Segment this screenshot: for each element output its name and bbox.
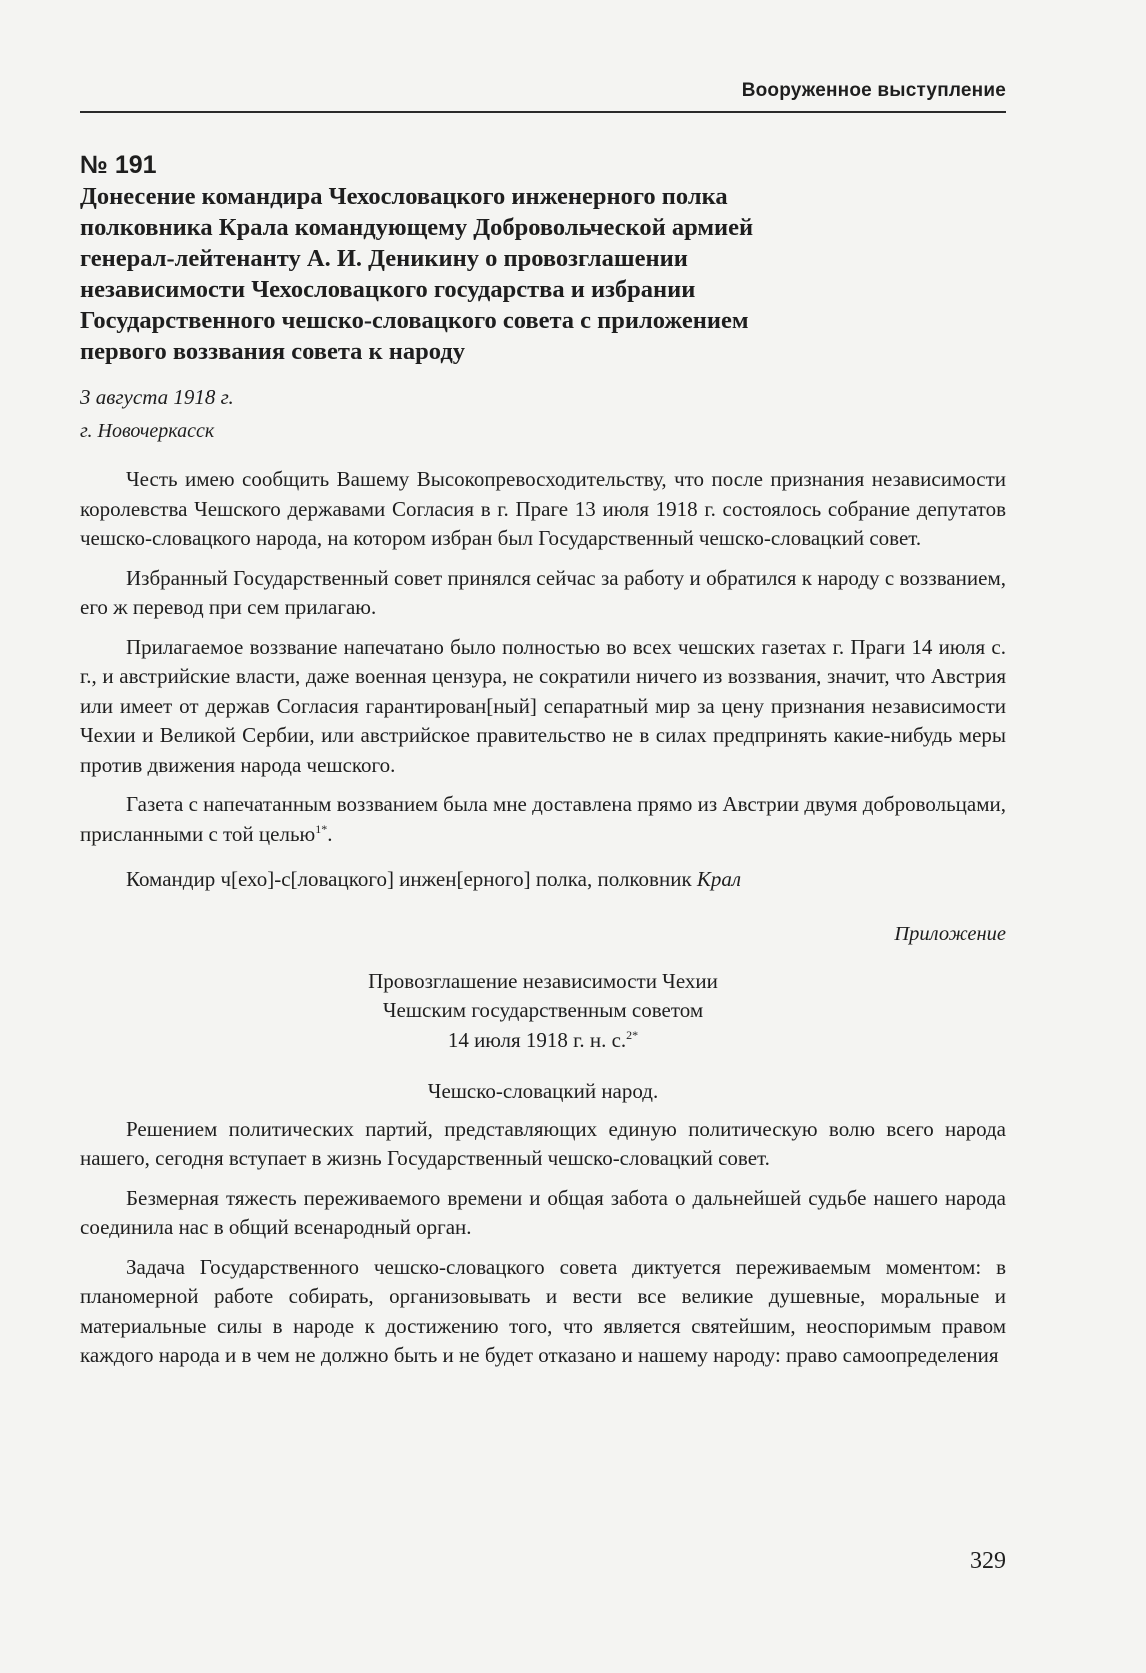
signature-title: Командир ч[ехо]-с[ловацкого] инжен[ерного] полка, полковник	[126, 867, 697, 891]
title-line: полковника Крала командующему Добровольческой армией	[80, 214, 754, 241]
appendix-date-text: 14 июля 1918 г. н. с.	[447, 1027, 627, 1052]
body-paragraph: Избранный Государственный совет принялся сейчас за работу и обратился к народу с воззванием, его ж перевод при сем прилагаю.	[80, 565, 1006, 619]
title-line: генерал-лейтенанту А. И. Деникину о провозглашении	[80, 245, 688, 272]
body-paragraph: Газета с напечатанным воззванием была мне доставлена прямо из Австрии двумя добровольцами, присланными с той целью$^{1*}$.	[80, 792, 1006, 846]
page-content	[80, 150, 1006, 1381]
body-paragraph: Честь имею сообщить Вашему Высокопревосходительству, что после признания независимости королевства Чешского державами Согласия в г. Праге 13 июля 1918 г. состоялось собрание депутатов чешско-словацкого народа, на котором избран был Государственный чешско-словацкий совет.	[80, 467, 1006, 550]
appendix-paragraph: Задача Государственного чешско-словацкого совета диктуется переживаемым моментом: в планомерной работе собирать, организовывать и вести все великие душевные, моральные и материальные силы в народе к достижению того, что является святейшим, неоспоримым правом каждого народа и в чем не должно быть и не будет отказано и нашему народу: право самоопределения	[80, 1254, 1006, 1367]
appendix-greeting: Чешско-словацкий народ.	[427, 1079, 659, 1103]
appendix-heading-date	[80, 1026, 1006, 1056]
page-number: 329	[970, 1548, 1006, 1574]
running-head: Вооруженное выступление	[741, 80, 1006, 101]
signature-name: Крал	[696, 867, 742, 891]
document-place: г. Новочеркасск	[80, 420, 215, 442]
title-line: Государственного чешско-словацкого совета с приложением	[80, 307, 749, 334]
footnote-marker: 1*	[315, 821, 328, 836]
signature	[80, 865, 1006, 895]
appendix-paragraph: Решением политических партий, представляющих единую политическую волю всего народа нашего, сегодня вступает в жизнь Государственный чешско-словацкий совет.	[80, 1116, 1006, 1170]
document-body	[80, 465, 1006, 895]
appendix-heading-line: Чешским государственным советом	[382, 998, 704, 1022]
appendix-paragraph: Безмерная тяжесть переживаемого времени и общая забота о дальнейшей судьбе нашего народа соединила нас в общий всенародный орган.	[80, 1185, 1006, 1239]
header-rule	[80, 111, 1006, 113]
body-paragraph-text: Газета с напечатанным воззванием была мне доставлена прямо из Австрии двумя добровольцами, присланными с той целью	[80, 792, 1006, 846]
title-line: первого воззвания совета к народу	[80, 338, 465, 365]
document-date: 3 августа 1918 г.	[80, 385, 234, 409]
document-title	[80, 181, 1006, 367]
footnote-marker: 2*	[626, 1027, 639, 1042]
title-line: независимости Чехословацкого государства и избрании	[80, 276, 696, 303]
appendix-heading-line: Провозглашение независимости Чехии	[368, 968, 718, 993]
title-line: Донесение командира Чехословацкого инженерного полка	[80, 183, 728, 210]
body-paragraph: Прилагаемое воззвание напечатано было полностью во всех чешских газетах г. Праги 14 июля с. г., и австрийские власти, даже военная цензура, не сократили ничего из воззвания, значит, что Австрия или имеет от держав Согласия гарантирован[ный] сепаратный мир за цену признания независимости Чехии и Великой Сербии, или австрийское правительство не в силах предпринять какие-нибудь меры против движения народа чешского.	[80, 634, 1006, 777]
appendix-label: Приложение	[894, 922, 1006, 945]
document-number: № 191	[80, 151, 157, 179]
